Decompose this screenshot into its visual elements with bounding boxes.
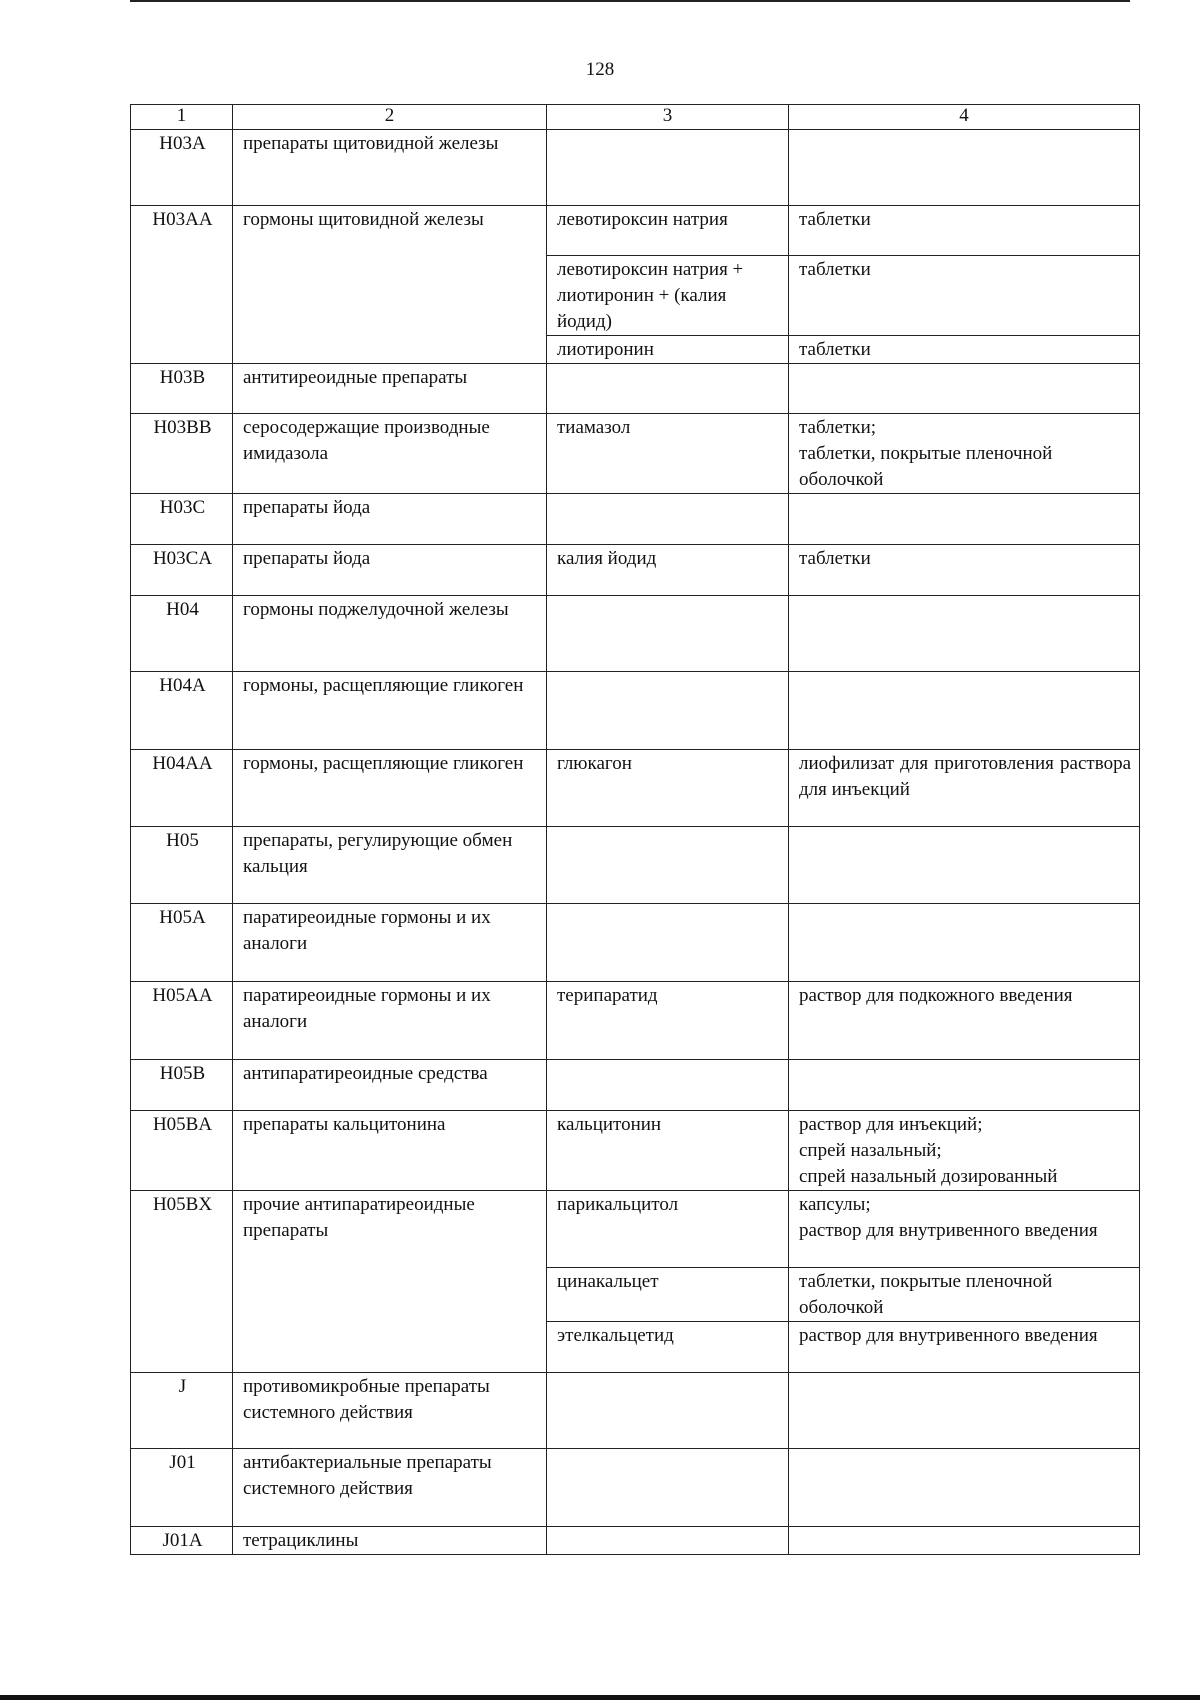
group-name-cell: паратиреоидные гормоны и их аналоги (233, 982, 547, 1060)
dosage-form-cell (789, 827, 1140, 904)
dosage-form-cell (789, 130, 1140, 206)
dosage-form-line: таблетки, покрытые пленочной оболочкой (799, 443, 1053, 490)
dosage-form-line: таблетки (799, 209, 871, 230)
atc-code-cell: H03BB (131, 414, 233, 494)
dosage-form-line: спрей назальный дозированный (799, 1166, 1058, 1187)
group-name-cell: паратиреоидные гормоны и их аналоги (233, 904, 547, 982)
dosage-form-line: раствор для инъекций; (799, 1114, 983, 1135)
dosage-form-cell (789, 672, 1140, 750)
dosage-form-line: таблетки (799, 259, 871, 280)
dosage-form-cell (789, 414, 1140, 494)
atc-code-cell: J01A (131, 1527, 233, 1555)
dosage-form-line: таблетки; (799, 417, 877, 438)
dosage-form-cell (789, 1111, 1140, 1191)
column-header: 2 (233, 105, 547, 130)
table-row (131, 1060, 1140, 1111)
column-header: 3 (547, 105, 789, 130)
drug-name-cell: этелкальцетид (547, 1322, 789, 1373)
drug-name-cell: цинакальцет (547, 1268, 789, 1322)
atc-code-cell: H05BX (131, 1191, 233, 1373)
atc-code-cell: H05BA (131, 1111, 233, 1191)
atc-code-cell: H03AA (131, 206, 233, 364)
table-row (131, 1373, 1140, 1449)
group-name-cell: антипаратиреоидные средства (233, 1060, 547, 1111)
drug-name-cell: лиотиронин (547, 336, 789, 364)
table-row (131, 364, 1140, 414)
dosage-form-cell (789, 1191, 1140, 1268)
group-name-cell: гормоны, расщепляющие гликоген (233, 750, 547, 827)
dosage-form-cell (789, 596, 1140, 672)
group-name-cell: препараты кальцитонина (233, 1111, 547, 1191)
table-row (131, 1191, 1140, 1268)
group-name-cell: препараты йода (233, 545, 547, 596)
dosage-form-cell (789, 364, 1140, 414)
dosage-form-line: раствор для внутривенного введения (799, 1325, 1098, 1346)
dosage-form-cell (789, 336, 1140, 364)
drug-name-cell (547, 130, 789, 206)
drug-name-cell: глюкагон (547, 750, 789, 827)
dosage-form-cell (789, 1527, 1140, 1555)
dosage-form-line: таблетки, покрытые пленочной оболочкой (799, 1271, 1053, 1318)
table-row (131, 206, 1140, 256)
dosage-form-cell (789, 494, 1140, 545)
page-number: 128 (585, 59, 615, 80)
table-row (131, 1527, 1140, 1555)
atc-code-cell: H04 (131, 596, 233, 672)
drug-name-cell (547, 1527, 789, 1555)
drug-name-cell (547, 596, 789, 672)
scan-edge-top (130, 0, 1130, 2)
dosage-form-cell (789, 206, 1140, 256)
drug-name-cell: терипаратид (547, 982, 789, 1060)
column-number-row (131, 105, 1140, 130)
drug-name-cell (547, 1060, 789, 1111)
table-row (131, 982, 1140, 1060)
atc-code-cell: H05A (131, 904, 233, 982)
dosage-form-line: капсулы; (799, 1194, 871, 1215)
dosage-form-cell (789, 982, 1140, 1060)
table-row (131, 1449, 1140, 1527)
drug-name-cell: тиамазол (547, 414, 789, 494)
group-name-cell: препараты, регулирующие обмен кальция (233, 827, 547, 904)
dosage-form-cell (789, 1373, 1140, 1449)
table-row (131, 414, 1140, 494)
atc-code-cell: H03B (131, 364, 233, 414)
table-row (131, 672, 1140, 750)
group-name-cell: гормоны, расщепляющие гликоген (233, 672, 547, 750)
drug-name-cell (547, 1449, 789, 1527)
atc-code-cell: J01 (131, 1449, 233, 1527)
dosage-form-line: таблетки (799, 339, 871, 360)
group-name-cell: противомикробные препараты системного действия (233, 1373, 547, 1449)
scan-edge-bottom (0, 1695, 1200, 1700)
table-row (131, 494, 1140, 545)
atc-code-cell: H05 (131, 827, 233, 904)
column-header: 1 (131, 105, 233, 130)
dosage-form-cell (789, 256, 1140, 336)
table-row (131, 545, 1140, 596)
group-name-cell: гормоны поджелудочной железы (233, 596, 547, 672)
group-name-cell: антибактериальные препараты системного действия (233, 1449, 547, 1527)
drug-name-cell (547, 904, 789, 982)
drug-name-cell: кальцитонин (547, 1111, 789, 1191)
atc-code-cell: H04AA (131, 750, 233, 827)
drug-name-cell: левотироксин натрия + лиотиронин + (калия йодид) (547, 256, 789, 336)
group-name-cell: препараты щитовидной железы (233, 130, 547, 206)
atc-code-cell: H05AA (131, 982, 233, 1060)
table-row (131, 827, 1140, 904)
drug-classification-table (130, 104, 1140, 1555)
drug-name-cell (547, 494, 789, 545)
dosage-form-cell (789, 545, 1140, 596)
drug-name-cell (547, 364, 789, 414)
table-row (131, 750, 1140, 827)
drug-name-cell (547, 1373, 789, 1449)
atc-code-cell: H05B (131, 1060, 233, 1111)
group-name-cell: препараты йода (233, 494, 547, 545)
drug-name-cell (547, 827, 789, 904)
group-name-cell: гормоны щитовидной железы (233, 206, 547, 364)
dosage-form-line: раствор для внутривенного введения (799, 1220, 1098, 1241)
group-name-cell: прочие антипаратиреоидные препараты (233, 1191, 547, 1373)
atc-code-cell: H04A (131, 672, 233, 750)
table-row (131, 1111, 1140, 1191)
dosage-form-line: лиофилизат для приготовления раствора для инъекций (799, 753, 1131, 800)
drug-name-cell: калия йодид (547, 545, 789, 596)
column-header: 4 (789, 105, 1140, 130)
atc-code-cell: H03C (131, 494, 233, 545)
drug-name-cell: левотироксин натрия (547, 206, 789, 256)
dosage-form-line: таблетки (799, 548, 871, 569)
table-row (131, 904, 1140, 982)
drug-name-cell (547, 672, 789, 750)
atc-code-cell: J (131, 1373, 233, 1449)
atc-code-cell: H03A (131, 130, 233, 206)
group-name-cell: тетрациклины (233, 1527, 547, 1555)
dosage-form-cell (789, 904, 1140, 982)
table-row (131, 130, 1140, 206)
dosage-form-cell (789, 750, 1140, 827)
atc-code-cell: H03CA (131, 545, 233, 596)
dosage-form-cell (789, 1449, 1140, 1527)
group-name-cell: серосодержащие производные имидазола (233, 414, 547, 494)
dosage-form-line: раствор для подкожного введения (799, 985, 1073, 1006)
dosage-form-cell (789, 1322, 1140, 1373)
group-name-cell: антитиреоидные препараты (233, 364, 547, 414)
drug-name-cell: парикальцитол (547, 1191, 789, 1268)
table-row (131, 596, 1140, 672)
dosage-form-cell (789, 1060, 1140, 1111)
dosage-form-line: спрей назальный; (799, 1140, 942, 1161)
dosage-form-cell (789, 1268, 1140, 1322)
